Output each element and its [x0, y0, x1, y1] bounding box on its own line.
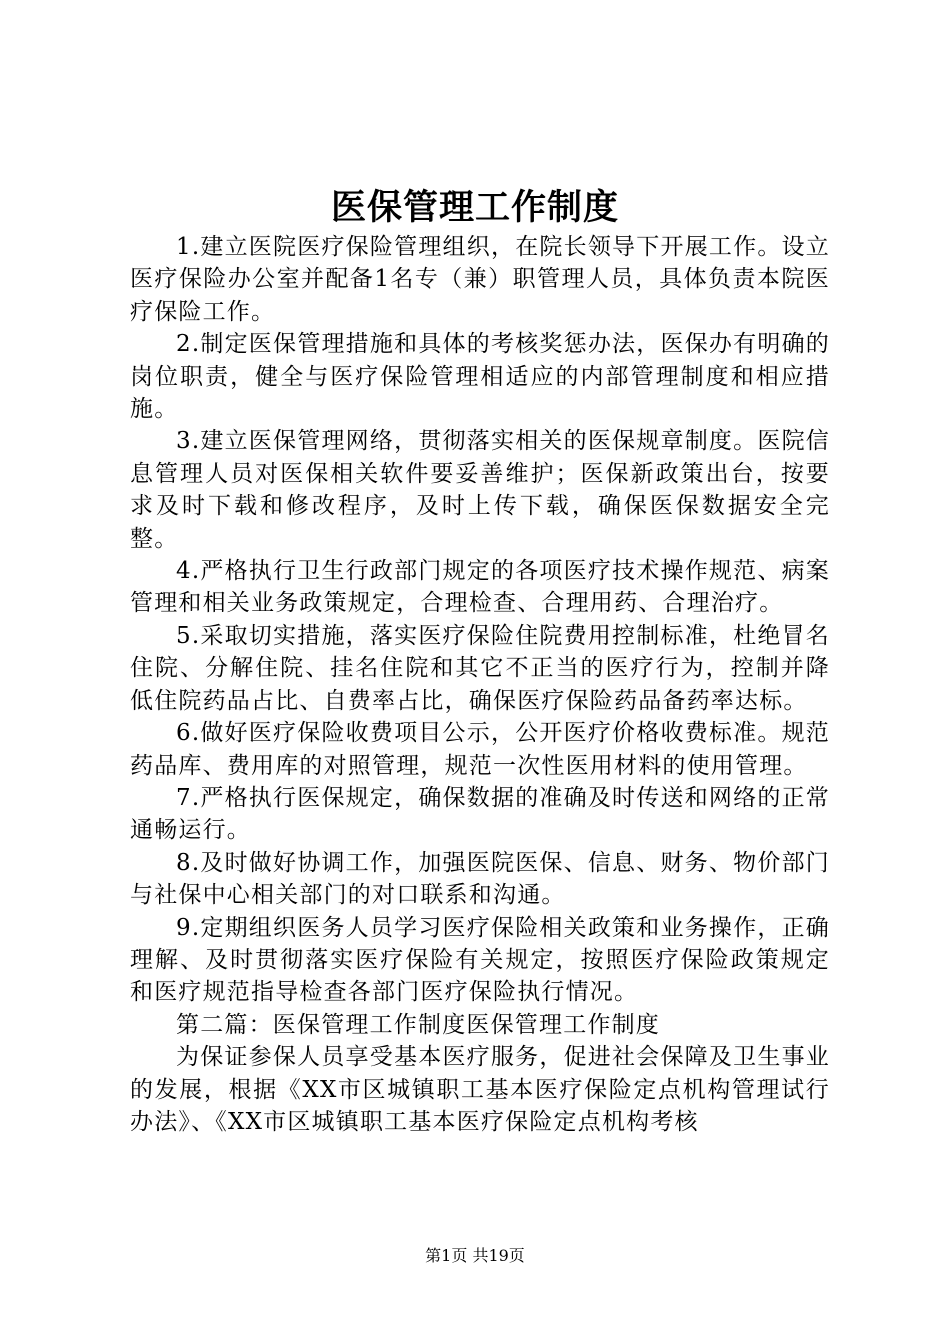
document-body: [130, 231, 830, 1138]
paragraph: 9.定期组织医务人员学习医疗保险相关政策和业务操作，正确理解、及时贯彻落实医疗保险有关规定，按照医疗保险政策规定和医疗规范指导检查各部门医疗保险执行情况。: [130, 914, 830, 1006]
document-title: 医保管理工作制度: [330, 187, 619, 228]
page-number: 第1页 共19页: [425, 1246, 525, 1265]
paragraph: 6.做好医疗保险收费项目公示，公开医疗价格收费标准。规范药品库、费用库的对照管理，规范一次性医用材料的使用管理。: [130, 720, 830, 779]
section-heading: 第二篇：医保管理工作制度医保管理工作制度: [176, 1011, 660, 1038]
paragraph: 8.及时做好协调工作，加强医院医保、信息、财务、物价部门与社保中心相关部门的对口联系和沟通。: [130, 849, 830, 909]
paragraph: 7.严格执行医保规定，确保数据的准确及时传送和网络的正常通畅运行。: [130, 784, 830, 844]
paragraph: 1.建立医院医疗保险管理组织，在院长领导下开展工作。设立医疗保险办公室并配备1名专（兼）职管理人员，具体负责本院医疗保险工作。: [130, 234, 830, 325]
paragraph: 4.严格执行卫生行政部门规定的各项医疗技术操作规范、病案管理和相关业务政策规定，合理检查、合理用药、合理治疗。: [130, 558, 830, 617]
paragraph: 3.建立医保管理网络，贯彻落实相关的医保规章制度。医院信息管理人员对医保相关软件要妥善维护；医保新政策出台，按要求及时下载和修改程序，及时上传下载，确保医保数据安全完整。: [130, 428, 830, 552]
paragraph: 为保证参保人员享受基本医疗服务，促进社会保障及卫生事业的发展，根据《XX市区城镇职工基本医疗保险定点机构管理试行办法》、《XX市区城镇职工基本医疗保险定点机构考核: [130, 1044, 830, 1135]
paragraph: 5.采取切实措施，落实医疗保险住院费用控制标准，杜绝冒名住院、分解住院、挂名住院和其它不正当的医疗行为，控制并降低住院药品占比、自费率占比，确保医疗保险药品备药率达标。: [130, 622, 830, 714]
paragraph: 2.制定医保管理措施和具体的考核奖惩办法，医保办有明确的岗位职责，健全与医疗保险管理相适应的内部管理制度和相应措施。: [130, 331, 830, 423]
